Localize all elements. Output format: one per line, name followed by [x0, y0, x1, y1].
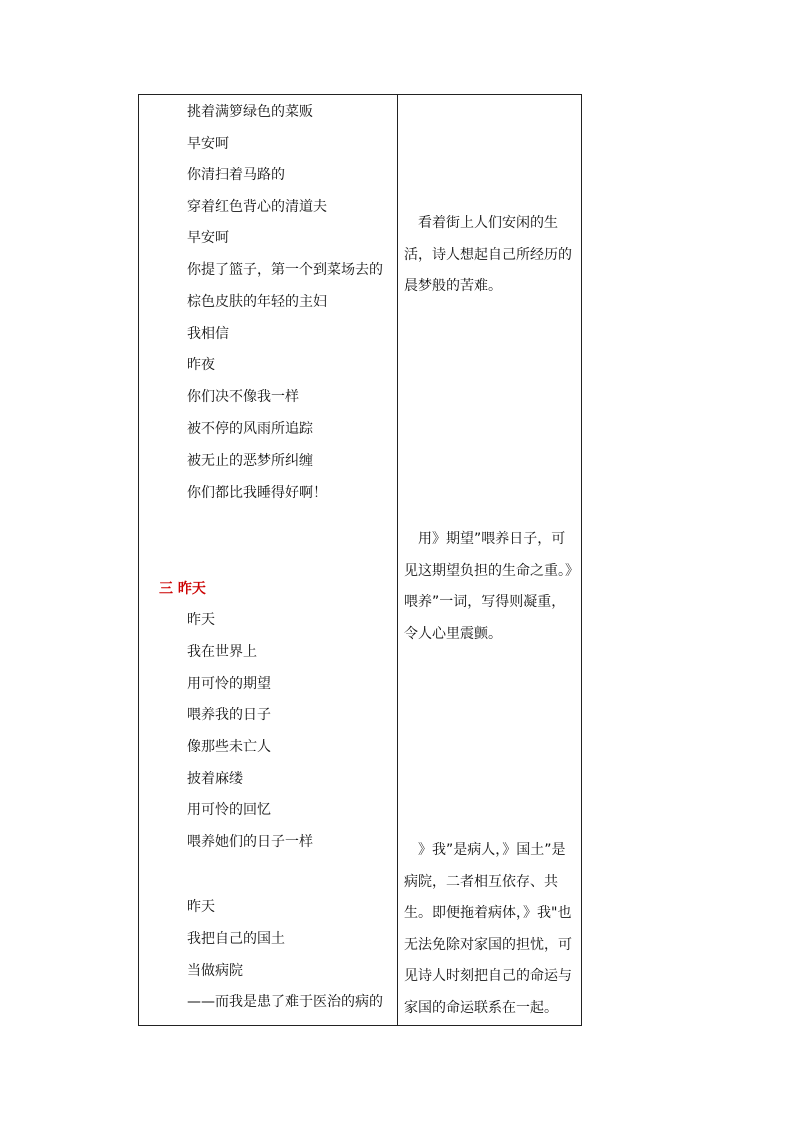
poem-line: 昨夜: [187, 357, 215, 373]
annotation-note: 看着街上人们安闲的生活，诗人想起自己所经历的晨梦般的苦难。: [404, 215, 572, 294]
poem-line: 你们决不像我一样: [187, 389, 299, 405]
poem-line: 昨天: [187, 899, 215, 915]
poem-line: 你提了篮子，第一个到菜场去的: [187, 262, 383, 278]
poem-line: 穿着红色背心的清道夫: [187, 199, 327, 215]
poem-line: 早安呵: [187, 230, 229, 246]
poem-line: 喂养她们的日子一样: [187, 834, 313, 850]
poem-line: 当做病院: [187, 963, 243, 979]
poem-line: 像那些未亡人: [187, 739, 271, 755]
poem-line: 早安呵: [187, 136, 229, 152]
poem-line: ——而我是患了难于医治的病的: [187, 994, 383, 1010]
column-divider: [397, 95, 398, 1025]
section-heading: 三 昨天: [159, 581, 206, 597]
poem-line: 用可怜的期望: [187, 676, 271, 692]
annotation-note: 》我”是病人，》国土”是病院，二者相互依存、共生。即便拖着病体，》我"也无法免除对家国的担忧，可见诗人时刻把自己的命运与家国的命运联系在一起。: [404, 842, 572, 1016]
poem-line: 我把自己的国土: [187, 931, 285, 947]
poem-annotation-table: [138, 94, 582, 1026]
poem-line: 挑着满箩绿色的菜贩: [187, 104, 313, 120]
poem-line: 我在世界上: [187, 644, 257, 660]
poem-line: 你们都比我睡得好啊！: [187, 485, 327, 501]
poem-line: 你清扫着马路的: [187, 167, 285, 183]
poem-line: 被无止的恶梦所纠缠: [187, 453, 313, 469]
poem-line: 喂养我的日子: [187, 707, 271, 723]
poem-line: 昨天: [187, 612, 215, 628]
poem-line: 我相信: [187, 326, 229, 342]
poem-line: 披着麻缕: [187, 771, 243, 787]
poem-line: 用可怜的回忆: [187, 802, 271, 818]
poem-line: 被不停的风雨所追踪: [187, 421, 313, 437]
annotation-note: 用》期望”喂养日子，可见这期望负担的生命之重。》喂养”一词，写得则凝重，令人心里震颤。: [404, 531, 572, 642]
poem-line: 棕色皮肤的年轻的主妇: [187, 294, 327, 310]
